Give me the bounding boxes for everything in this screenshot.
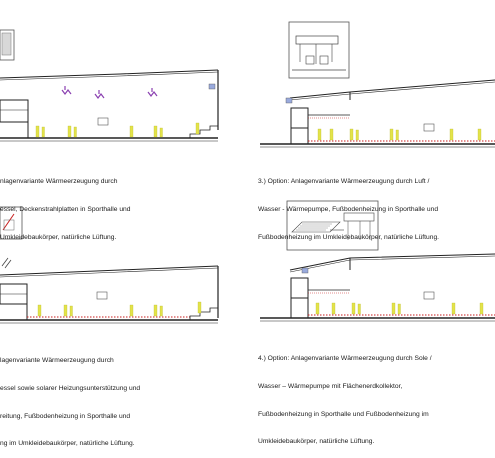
caption-line: Wasser - Wärmepumpe, Fußbodenheizung in Sporthalle und bbox=[258, 206, 439, 214]
caption-line: Umkleidebaukörper, natürliche Lüftung. bbox=[0, 233, 117, 241]
caption-top-left bbox=[0, 159, 131, 251]
caption-top-right bbox=[258, 159, 439, 251]
caption-line: Fußbodenheizung in Sporthalle und Fußbodenheizung im bbox=[258, 410, 429, 418]
caption-line: Wasser – Wärmepumpe mit Flächenerdkollektor, bbox=[258, 383, 403, 391]
caption-line: ng im Umkleidebaukörper, natürliche Lüftung. bbox=[0, 440, 135, 448]
figures bbox=[36, 123, 199, 137]
caption-line: lagenvariante Wärmeerzeugung durch bbox=[0, 357, 114, 365]
caption-bottom-left bbox=[0, 338, 140, 458]
caption-line: nlagenvariante Wärmeerzeugung durch bbox=[0, 178, 118, 186]
detail-inset bbox=[0, 30, 14, 60]
section-top-left bbox=[0, 30, 218, 141]
ceiling-radiant-panels bbox=[62, 86, 157, 98]
heat-pump-detail bbox=[289, 22, 349, 78]
caption-line: 4.) Option: Anlagenvariante Wärmeerzeugung durch Sole / bbox=[258, 355, 432, 363]
caption-bottom-right bbox=[258, 336, 432, 456]
caption-line: Fußbodenheizung im Umkleidebaukörper, natürliche Lüftung. bbox=[258, 233, 440, 241]
caption-line: 3.) Option: Anlagenvariante Wärmeerzeugung durch Luft / bbox=[258, 178, 430, 186]
section-top-right bbox=[260, 22, 495, 147]
caption-line: reitung, Fußbodenheizung in Sporthalle und bbox=[0, 412, 131, 420]
caption-line: Umkleidebaukörper, natürliche Lüftung. bbox=[258, 438, 375, 446]
caption-line: essel, Deckenstrahlplatten in Sporthalle und bbox=[0, 206, 131, 214]
caption-line: essel sowie solarer Heizungsunterstützung und bbox=[0, 385, 141, 393]
